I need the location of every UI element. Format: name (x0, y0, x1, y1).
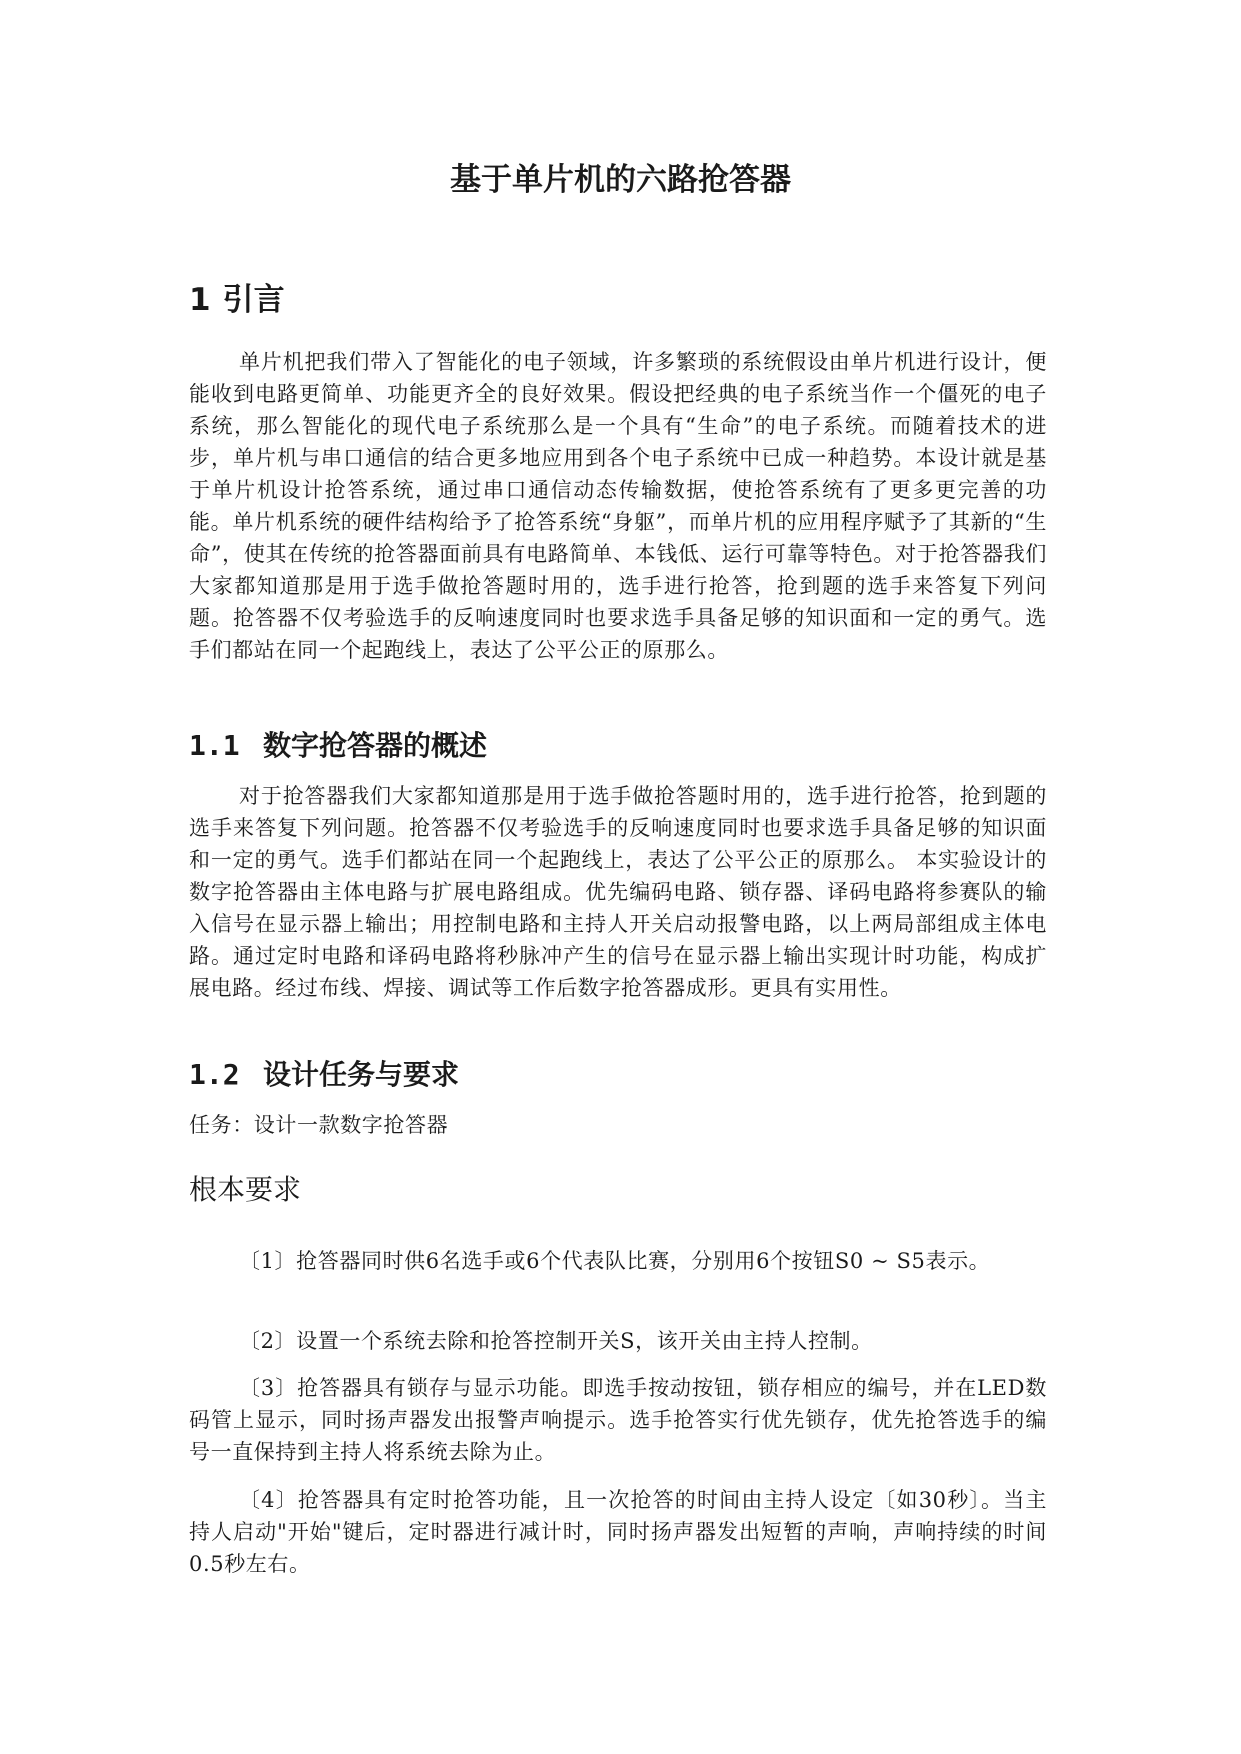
section-1-1-heading (189, 726, 487, 766)
section-1-1-number: 1.1 (189, 729, 240, 762)
section-1-heading (189, 278, 285, 322)
section-1-2-title: 设计任务与要求 (263, 1058, 460, 1091)
section-1-number: 1 (189, 282, 211, 318)
section-1-2-number: 1.2 (189, 1058, 240, 1091)
requirement-item-4: 〔4〕抢答器具有定时抢答功能，且一次抢答的时间由主持人设定〔如30秒〕。当主持人启动"开始"键后，定时器进行减计时，同时扬声器发出短暂的声响，声响持续的时间0.5秒左右。 (189, 1488, 1047, 1576)
section-1-title: 引言 (222, 282, 285, 318)
task-line: 任务：设计一款数字抢答器 (189, 1113, 449, 1137)
section-1-2-heading (189, 1055, 459, 1095)
document-title: 基于单片机的六路抢答器 (450, 162, 791, 198)
requirement-item-2: 〔2〕设置一个系统去除和抢答控制开关S，该开关由主持人控制。 (239, 1329, 873, 1353)
requirement-item-3: 〔3〕抢答器具有锁存与显示功能。即选手按动按钮，锁存相应的编号，并在LED数码管上显示，同时扬声器发出报警声响提示。选手抢答实行优先锁存，优先抢答选手的编号一直保持到主持人将系统去除为止。 (189, 1376, 1047, 1464)
basic-requirements-heading: 根本要求 (189, 1173, 302, 1206)
section-1-1-paragraph: 对于抢答器我们大家都知道那是用于选手做抢答题时用的，选手进行抢答，抢到题的选手来答复下列问题。抢答器不仅考验选手的反响速度同时也要求选手具备足够的知识面和一定的勇气。选手们都站在同一个起跑线上，表达了公平公正的原那么。 本实验设计的数字抢答器由主体电路与扩展电路组成。优先编码电路、锁存器、译码电路将参赛队的输入信号在显示器上输出；用控制电路和主持人开关启动报警电路，以上两局部组成主体电路。通过定时电路和译码电路将秒脉冲产生的信号在显示器上输出实现计时功能，构成扩展电路。经过布线、焊接、调试等工作后数字抢答器成形。更具有实用性。 (189, 784, 1047, 1000)
section-1-1-title: 数字抢答器的概述 (263, 729, 488, 762)
section-1-paragraph: 单片机把我们带入了智能化的电子领域，许多繁琐的系统假设由单片机进行设计，便能收到电路更简单、功能更齐全的良好效果。假设把经典的电子系统当作一个僵死的电子系统，那么智能化的现代电子系统那么是一个具有“生命”的电子系统。而随着技术的进步，单片机与串口通信的结合更多地应用到各个电子系统中已成一种趋势。本设计就是基于单片机设计抢答系统，通过串口通信动态传输数据，使抢答系统有了更多更完善的功能。单片机系统的硬件结构给予了抢答系统“身躯”，而单片机的应用程序赋予了其新的“生命”，使其在传统的抢答器面前具有电路简单、本钱低、运行可靠等特色。对于抢答器我们大家都知道那是用于选手做抢答题时用的，选手进行抢答，抢到题的选手来答复下列问题。抢答器不仅考验选手的反响速度同时也要求选手具备足够的知识面和一定的勇气。选手们都站在同一个起跑线上，表达了公平公正的原那么。 (189, 350, 1047, 662)
requirement-item-1: 〔1〕抢答器同时供6名选手或6个代表队比赛，分别用6个按钮S0 ~ S5表示。 (239, 1249, 991, 1273)
